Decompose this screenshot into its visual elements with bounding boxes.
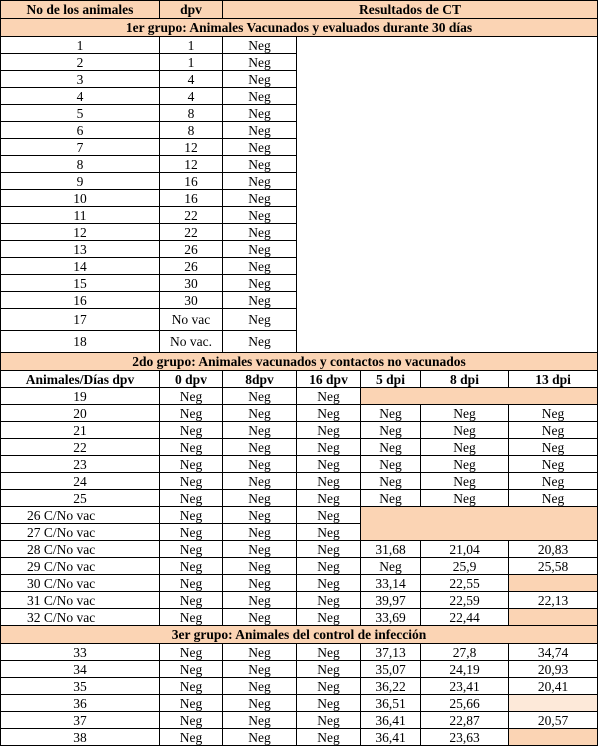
value-cell: Neg (297, 558, 361, 575)
value-cell: 24,19 (421, 661, 509, 678)
result-cell: Neg (223, 122, 297, 139)
value-cell: Neg (223, 575, 297, 592)
animal-id-cell: 23 (1, 456, 160, 473)
value-cell: Neg (421, 439, 509, 456)
value-cell: Neg (223, 712, 297, 729)
value-cell: 22,87 (421, 712, 509, 729)
animal-id-cell: 20 (1, 405, 160, 422)
value-cell: 22,44 (421, 609, 509, 626)
value-cell: Neg (421, 456, 509, 473)
value-cell: 25,66 (421, 695, 509, 712)
value-cell: Neg (297, 388, 361, 405)
table-row (1, 439, 598, 456)
value-cell: Neg (297, 575, 361, 592)
dpv-cell: No vac (160, 309, 223, 331)
value-cell: 27,8 (421, 644, 509, 661)
value-cell: Neg (223, 490, 297, 507)
value-cell: Neg (223, 644, 297, 661)
dpv-cell: 16 (160, 173, 223, 190)
value-cell: Neg (297, 405, 361, 422)
column-header: 13 dpi (509, 371, 598, 388)
value-cell: 22,13 (509, 592, 598, 609)
header-dpv: dpv (160, 1, 223, 19)
group2-title: 2do grupo: Animales vacunados y contactos no vacunados (1, 353, 598, 371)
animal-id-cell: 25 (1, 490, 160, 507)
value-cell: Neg (160, 541, 223, 558)
result-cell: Neg (223, 88, 297, 105)
table-row (1, 422, 598, 439)
value-cell: Neg (297, 609, 361, 626)
table-row (1, 490, 598, 507)
table-row (1, 541, 598, 558)
animal-id-cell: 9 (1, 173, 160, 190)
animal-id-cell: 1 (1, 37, 160, 54)
dpv-cell: 16 (160, 190, 223, 207)
value-cell (509, 729, 598, 746)
value-cell: Neg (297, 678, 361, 695)
value-cell: 33,14 (361, 575, 421, 592)
animal-id-cell: 32 C/No vac (1, 609, 160, 626)
dpv-cell: 22 (160, 207, 223, 224)
value-cell: 36,41 (361, 729, 421, 746)
value-cell: Neg (160, 695, 223, 712)
animal-id-cell: 36 (1, 695, 160, 712)
result-cell: Neg (223, 258, 297, 275)
value-cell: Neg (509, 422, 598, 439)
value-cell: 23,41 (421, 678, 509, 695)
value-cell: Neg (223, 439, 297, 456)
value-cell: 20,41 (509, 678, 598, 695)
value-cell: Neg (160, 524, 223, 541)
result-cell: Neg (223, 54, 297, 71)
dpv-cell: 1 (160, 54, 223, 71)
empty-block (297, 37, 598, 353)
table-row (1, 695, 598, 712)
animal-id-cell: 7 (1, 139, 160, 156)
table-row (1, 609, 598, 626)
value-cell: 20,83 (509, 541, 598, 558)
result-cell: Neg (223, 173, 297, 190)
table-row (1, 37, 598, 54)
value-cell: Neg (297, 490, 361, 507)
animal-id-cell: 17 (1, 309, 160, 331)
value-cell: 20,93 (509, 661, 598, 678)
result-cell: Neg (223, 105, 297, 122)
result-cell: Neg (223, 207, 297, 224)
value-cell: Neg (223, 729, 297, 746)
value-cell: Neg (223, 507, 297, 524)
table-row (1, 507, 598, 524)
value-cell: Neg (160, 678, 223, 695)
animal-id-cell: 27 C/No vac (1, 524, 160, 541)
animal-id-cell: 31 C/No vac (1, 592, 160, 609)
value-cell: 20,57 (509, 712, 598, 729)
table-row (1, 644, 598, 661)
table-row (1, 678, 598, 695)
value-cell: 36,41 (361, 712, 421, 729)
value-cell: Neg (160, 456, 223, 473)
group3-title: 3er grupo: Animales del control de infección (1, 626, 598, 644)
animal-id-cell: 13 (1, 241, 160, 258)
value-cell: Neg (509, 405, 598, 422)
value-cell: Neg (361, 490, 421, 507)
value-cell: Neg (361, 439, 421, 456)
value-cell: Neg (297, 439, 361, 456)
column-header: 0 dpv (160, 371, 223, 388)
value-cell: Neg (160, 575, 223, 592)
animal-id-cell: 37 (1, 712, 160, 729)
value-cell: Neg (160, 609, 223, 626)
value-cell: Neg (421, 473, 509, 490)
result-cell: Neg (223, 71, 297, 88)
dpv-cell: 12 (160, 156, 223, 173)
value-cell: 22,59 (421, 592, 509, 609)
column-header: 8 dpi (421, 371, 509, 388)
result-cell: Neg (223, 190, 297, 207)
value-cell: Neg (223, 473, 297, 490)
column-header: 8dpv (223, 371, 297, 388)
result-cell: Neg (223, 331, 297, 353)
value-cell: Neg (297, 473, 361, 490)
value-cell: 35,07 (361, 661, 421, 678)
value-cell: Neg (223, 678, 297, 695)
value-cell: Neg (297, 661, 361, 678)
group3-title-row (1, 626, 598, 644)
group1-title-row (1, 19, 598, 37)
dpv-cell: 4 (160, 88, 223, 105)
value-cell: Neg (361, 558, 421, 575)
header-animals: No de los animales (1, 1, 160, 19)
animal-id-cell: 28 C/No vac (1, 541, 160, 558)
table-row (1, 712, 598, 729)
animal-id-cell: 15 (1, 275, 160, 292)
table-row (1, 729, 598, 746)
value-cell: Neg (160, 490, 223, 507)
dpv-cell: 30 (160, 292, 223, 309)
value-cell: 37,13 (361, 644, 421, 661)
value-cell: 22,55 (421, 575, 509, 592)
animal-id-cell: 10 (1, 190, 160, 207)
value-cell: Neg (361, 456, 421, 473)
value-cell: Neg (160, 661, 223, 678)
result-cell: Neg (223, 275, 297, 292)
value-cell: Neg (223, 592, 297, 609)
value-cell: Neg (160, 422, 223, 439)
value-cell: Neg (297, 541, 361, 558)
value-cell: Neg (297, 695, 361, 712)
value-cell: Neg (509, 473, 598, 490)
animal-id-cell: 8 (1, 156, 160, 173)
value-cell: Neg (223, 661, 297, 678)
table-row (1, 405, 598, 422)
animal-id-cell: 38 (1, 729, 160, 746)
table-row (1, 661, 598, 678)
animal-id-cell: 33 (1, 644, 160, 661)
dpv-cell: 30 (160, 275, 223, 292)
dpv-cell: 22 (160, 224, 223, 241)
animal-id-cell: 22 (1, 439, 160, 456)
value-cell: Neg (297, 507, 361, 524)
value-cell: Neg (160, 439, 223, 456)
animal-id-cell: 21 (1, 422, 160, 439)
value-cell: Neg (223, 558, 297, 575)
value-cell: 39,97 (361, 592, 421, 609)
value-cell: Neg (297, 729, 361, 746)
value-cell: 25,58 (509, 558, 598, 575)
animal-id-cell: 14 (1, 258, 160, 275)
value-cell: Neg (160, 388, 223, 405)
value-cell: Neg (421, 490, 509, 507)
value-cell (509, 609, 598, 626)
value-cell: 36,22 (361, 678, 421, 695)
dpv-cell: 1 (160, 37, 223, 54)
group2-title-row (1, 353, 598, 371)
dpv-cell: 8 (160, 105, 223, 122)
empty-salmon-cell (361, 507, 598, 541)
dpv-cell: 26 (160, 241, 223, 258)
dpv-cell: No vac. (160, 331, 223, 353)
value-cell: Neg (160, 507, 223, 524)
animal-id-cell: 16 (1, 292, 160, 309)
empty-salmon-cell (361, 388, 598, 405)
value-cell: Neg (160, 729, 223, 746)
animal-id-cell: 5 (1, 105, 160, 122)
value-cell: 33,69 (361, 609, 421, 626)
dpv-cell: 8 (160, 122, 223, 139)
result-cell: Neg (223, 37, 297, 54)
value-cell: 34,74 (509, 644, 598, 661)
animal-id-cell: 4 (1, 88, 160, 105)
value-cell (509, 575, 598, 592)
value-cell: Neg (297, 524, 361, 541)
value-cell: 25,9 (421, 558, 509, 575)
value-cell: Neg (509, 439, 598, 456)
animal-id-cell: 26 C/No vac (1, 507, 160, 524)
animal-id-cell: 35 (1, 678, 160, 695)
value-cell: Neg (160, 473, 223, 490)
dpv-cell: 4 (160, 71, 223, 88)
column-header: 16 dpv (297, 371, 361, 388)
animal-id-cell: 29 C/No vac (1, 558, 160, 575)
value-cell: Neg (223, 695, 297, 712)
dpv-cell: 12 (160, 139, 223, 156)
animal-id-cell: 30 C/No vac (1, 575, 160, 592)
animal-id-cell: 12 (1, 224, 160, 241)
column-header-row (1, 371, 598, 388)
table-row (1, 473, 598, 490)
value-cell: Neg (297, 456, 361, 473)
value-cell: Neg (223, 405, 297, 422)
animal-id-cell: 18 (1, 331, 160, 353)
animal-id-cell: 34 (1, 661, 160, 678)
result-cell: Neg (223, 224, 297, 241)
value-cell: Neg (223, 524, 297, 541)
header-results: Resultados de CT (223, 1, 598, 19)
value-cell: Neg (361, 473, 421, 490)
value-cell: Neg (421, 405, 509, 422)
result-cell: Neg (223, 241, 297, 258)
value-cell: Neg (223, 456, 297, 473)
value-cell: 23,63 (421, 729, 509, 746)
value-cell: Neg (297, 592, 361, 609)
animal-id-cell: 24 (1, 473, 160, 490)
dpv-cell: 26 (160, 258, 223, 275)
value-cell: 36,51 (361, 695, 421, 712)
table-row (1, 456, 598, 473)
column-header: 5 dpi (361, 371, 421, 388)
value-cell: Neg (297, 644, 361, 661)
value-cell: Neg (160, 405, 223, 422)
result-cell: Neg (223, 292, 297, 309)
table-row (1, 388, 598, 405)
table-header-row (1, 1, 598, 19)
animal-id-cell: 2 (1, 54, 160, 71)
animal-id-cell: 19 (1, 388, 160, 405)
result-cell: Neg (223, 156, 297, 173)
value-cell: Neg (160, 712, 223, 729)
value-cell: Neg (160, 644, 223, 661)
value-cell: Neg (421, 422, 509, 439)
value-cell: Neg (223, 609, 297, 626)
value-cell: Neg (297, 422, 361, 439)
animal-id-cell: 6 (1, 122, 160, 139)
value-cell: Neg (223, 541, 297, 558)
value-cell: Neg (509, 456, 598, 473)
value-cell: Neg (361, 422, 421, 439)
column-header: Animales/Días dpv (1, 371, 160, 388)
value-cell: Neg (297, 712, 361, 729)
animal-id-cell: 11 (1, 207, 160, 224)
value-cell: 31,68 (361, 541, 421, 558)
result-cell: Neg (223, 139, 297, 156)
table-row (1, 592, 598, 609)
table-row (1, 558, 598, 575)
value-cell: Neg (160, 592, 223, 609)
result-cell: Neg (223, 309, 297, 331)
value-cell: Neg (509, 490, 598, 507)
animal-id-cell: 3 (1, 71, 160, 88)
value-cell: Neg (223, 422, 297, 439)
value-cell: 21,04 (421, 541, 509, 558)
table-row (1, 575, 598, 592)
value-cell: Neg (361, 405, 421, 422)
value-cell (509, 695, 598, 712)
value-cell: Neg (223, 388, 297, 405)
value-cell: Neg (160, 558, 223, 575)
group1-title: 1er grupo: Animales Vacunados y evaluados durante 30 días (1, 19, 598, 37)
